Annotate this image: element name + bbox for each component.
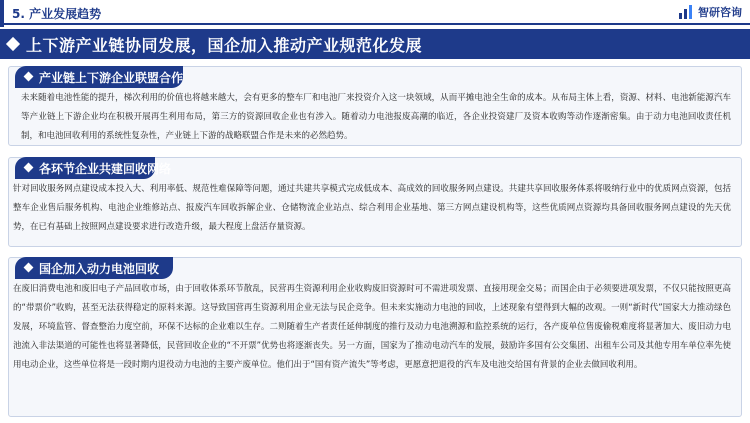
- section-card-network: [8, 157, 742, 247]
- header-rule: [0, 23, 750, 25]
- section-heading-bar: [15, 257, 731, 279]
- logo-mark-icon: [678, 4, 694, 20]
- section-card-alliance: [8, 66, 742, 146]
- banner-title: 上下游产业链协同发展，国企加入推动产业规范化发展: [26, 36, 423, 55]
- section-body: 未来随着电池性能的提升，梯次利用的价值也将越来越大，会有更多的整车厂和电池厂来投资介入这一块领域，从而平摊电池全生命的成本。从布局主体上看，资源、材料、电池新能源汽车等产业链上下游企业均在积极开展再生利用布局，第三方的资源回收企业也有涉入。随着动力电池报废高潮的临近，各企业投资建厂及资本收购等动作逐渐密集。由于动力电池回收责任机制，和电池回收利用的系统性复杂性，产业链上下游的战略联盟合作是未来的必然趋势。: [21, 93, 731, 141]
- section-card-state-owned: [8, 257, 742, 417]
- main-banner: [0, 29, 750, 59]
- section-heading-bar: [15, 66, 731, 88]
- section-title: 5. 产业发展趋势: [12, 7, 102, 21]
- brand-name: 智研咨询: [698, 6, 742, 19]
- section-body: 在废旧消费电池和废旧电子产品回收市场，由于回收体系环节散乱，民营再生资源利用企业收购废旧资源时可不需进项发票、直接用现金交易；而国企由于必须要进项发票，不仅只能按照更高的“带票价”收购，甚至无法获得稳定的原料来源。这导致国营再生资源利用企业无法与民企竞争。但未来实施动力电池的回收，上述现象有望得到大幅的改观。一则“新时代”国家大力推动绿色发展，环境监管、督查整治力度空前，环保不达标的企业难以生存。二则随着生产者责任延伸制度的推行及动力电池溯源和监控系统的运行，各产废单位售废偷税难度将显著加大、废旧动力电池流入非法渠道的可能性也将显著降低，民营回收企业的“不开票”优势也将逐渐丧失。另一方面，国家为了推动电动汽车的发展，鼓励许多国有公交集团、出租车公司及其他专用车单位率先使用电动企业，这些单位将是一段时期内退役动力电池的主要产废单位。他们出于“国有资产流失”等考虑，更愿意把退役的汽车及电池交给国有背景的企业去做回收利用。: [13, 284, 731, 370]
- section-body: 针对回收服务网点建设成本投入大、利用率低、规范性难保障等问题，通过共建共享模式完成低成本、高成效的回收服务网点建设。共建共享回收服务体系将吸纳行业中的优质网点资源，包括整车企业售后服务机构、电池企业维修站点、报废汽车回收拆解企业、仓储物流企业站点、综合利用企业基地、第三方网点建设机构等，这些优质网点资源均具备回收服务网点建设的先天优势，在已有基础上按照网点建设要求进行改造升级，最大程度上盘活存量资源。: [13, 184, 731, 232]
- section-heading: 各环节企业共建回收网络: [39, 162, 172, 176]
- diamond-icon: [6, 37, 20, 51]
- top-header: [0, 0, 750, 27]
- brand-logo: [678, 4, 742, 20]
- section-heading: 产业链上下游企业联盟合作: [39, 71, 184, 85]
- section-heading-bar: [15, 157, 731, 179]
- section-heading: 国企加入动力电池回收: [39, 262, 160, 276]
